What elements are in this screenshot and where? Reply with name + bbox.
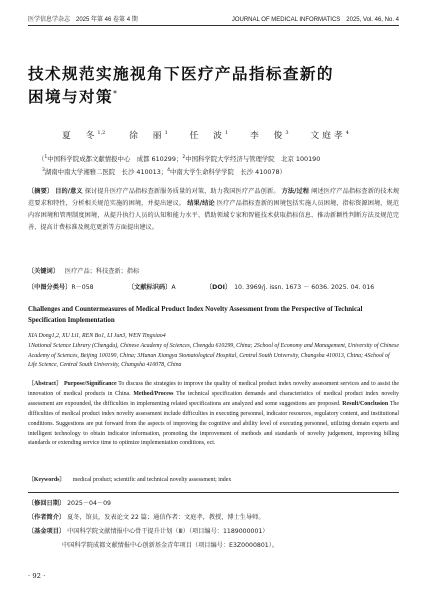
keywords-cn [28,266,139,275]
purpose-en-label: Purpose/Significance [63,381,117,387]
footnote-rule [28,492,399,493]
doi-label: 〔DOI〕 [206,284,232,291]
purpose-label: 目的/意义 [55,188,83,195]
author: 李 俊$^3$ [249,130,289,141]
purpose-text: 探讨提升医疗产品指标查新服务质量的对策，助力我国医疗产品创新。 [84,188,280,195]
result-label: 结果/结论 [187,200,215,207]
english-authors: XIA Dong1,2, XU Li1, REN Bo1, LI Jun3, WEN Tingxiao4 [28,333,166,339]
method-en-text: The technical specification demands and characteristics of medical product index novelty assessment are expounded, the difficulties in implementing related specifications are analyzed and some suggestions are proposed. [28,390,399,407]
method-label: 方法/过程 [281,188,310,195]
result-en-text: The difficulties of medical product index novelty assessment include difficulties in executing personnel, indicator resources, regulatory content, and institutional conditions. Suggestions are put forward from the aspects of improving the cognitive and ability level of executing personnel, utilizing domain experts and intelligent technology to obtain indicator information, promoting the improvement of methods and standards of novelty judgement, improving billing standards or extending service time to optimize implementation conditions, ect. [28,400,399,447]
clc-value: R－058 [71,284,94,291]
english-title: Challenges and Countermeasures of Medical Product Index Novelty Assessment from the Perspective of Technical Specification Implementation [28,306,363,324]
header-rule [28,25,399,26]
author-list [62,128,349,141]
keywords-text: 医疗产品；科技查新；指标 [64,268,140,275]
keywords-en-text: medical product; scientific and technical novelty assessment; index [72,477,232,483]
affiliation-line-2: $^3$湖南中南大学湘雅二医院 长沙 410013；$^4$中南大学生命科学学院 长沙 410078） [42,167,286,176]
paper-title [28,64,398,107]
author-bio-label: 〔作者简介〕 [28,514,66,521]
abstract-en [28,380,399,449]
footnote-received [28,498,111,507]
author: 徐 丽$^1$ [129,130,168,141]
keywords-label: 〔关键词〕 [28,268,59,275]
abstract-label: 〔摘要〕 [28,188,54,195]
doc-code-label: 〔文献标识码〕 [128,284,172,291]
title-line-1: 技术规范实施视角下医疗产品指标查新的 [28,65,334,83]
keywords-en [28,474,399,483]
footnote-author [28,512,265,521]
received-label: 〔修回日期〕 [28,500,66,507]
journal-name-cn: 医学信息学杂志 2025 年第 46 卷第 4 期 [28,17,138,23]
page-number: · 92 · [28,572,46,580]
english-affiliations: 1National Science Library (Chengdu), Chinese Academy of Sciences, Chengdu 610299, China; 2School of Economy and Management, University of Chinese Academy of Sciences, Beijing 100190, China; 3Hunan Xiangya Stomatological Hospital, Central South University, Changsha 410013, China; 4School of Life Science, Central South University, Changsha 410078, China [28,342,399,369]
title-line-2-text: 困境与对策 [28,88,113,107]
footnote-fund-2: 中国科学院成都文献情报中心创新基金青年项目（项目编号：E3Z0000801）。 [62,542,278,549]
doc-code-value: A [171,284,176,291]
received-date: 2025－04－09 [67,500,111,507]
title-footnote-mark: * [112,89,119,98]
author-bio-text: 夏冬，馆员，发表论文 22 篇；通信作者：文庭孝，教授，博士生导师。 [67,514,265,521]
running-header [0,14,427,28]
result-text: 医疗产品指标查新的困境包括实施人员困境、指标资源困境、规范内容困境和管理制度困境，从提升执行人员的认知和能力水平、借助领域专家和智能技术获取指标信息、推动新颖性判断方法及规范完善、提高计费标准及规范更新等方面提出建议。 [28,200,400,231]
abstract-cn [28,186,399,234]
footnote-fund [28,526,269,535]
abstract-en-label: 〔Abstract〕 [28,381,63,387]
keywords-en-label: 〔Keywords〕 [28,477,66,483]
purpose-en-text: To discuss the strategies to improve the quality of medical product index novelty assessment services and to assist the innovation of medical products in China. [28,381,399,397]
title-line-2 [28,84,398,107]
result-en-label: Result/Conclusion [342,400,389,407]
english-authors-affiliations [28,332,399,371]
fund-text-1: 中国科学院文献情报中心骨干提升计划（Ⅲ）（项目编号：1189000001） [67,528,269,535]
author: 夏 冬$^{1,2}$ [62,130,106,141]
doi-value: 10. 3969/j. issn. 1673 － 6036. 2025. 04. 016 [234,284,375,291]
author: 任 波$^1$ [189,130,229,141]
journal-name-en: JOURNAL OF MEDICAL INFORMATICS 2025, Vol. 46, No. 4 [231,17,399,23]
fund-label: 〔基金项目〕 [28,528,66,535]
method-text: 阐述医疗产品指标查新的技术规范要求和特性，分析相关规范实施的困境，并提出建议。 [28,188,400,207]
clc-label: 〔中图分类号〕 [28,284,72,291]
affiliation-line-1: （$^1$中国科学院成都文献情报中心 成都 610299；$^2$中国科学院大学经济与管理学院 北京 100190 [38,154,321,163]
author: 文庭孝$^4$ [310,130,349,141]
method-en-label: Method/Process [133,390,174,397]
